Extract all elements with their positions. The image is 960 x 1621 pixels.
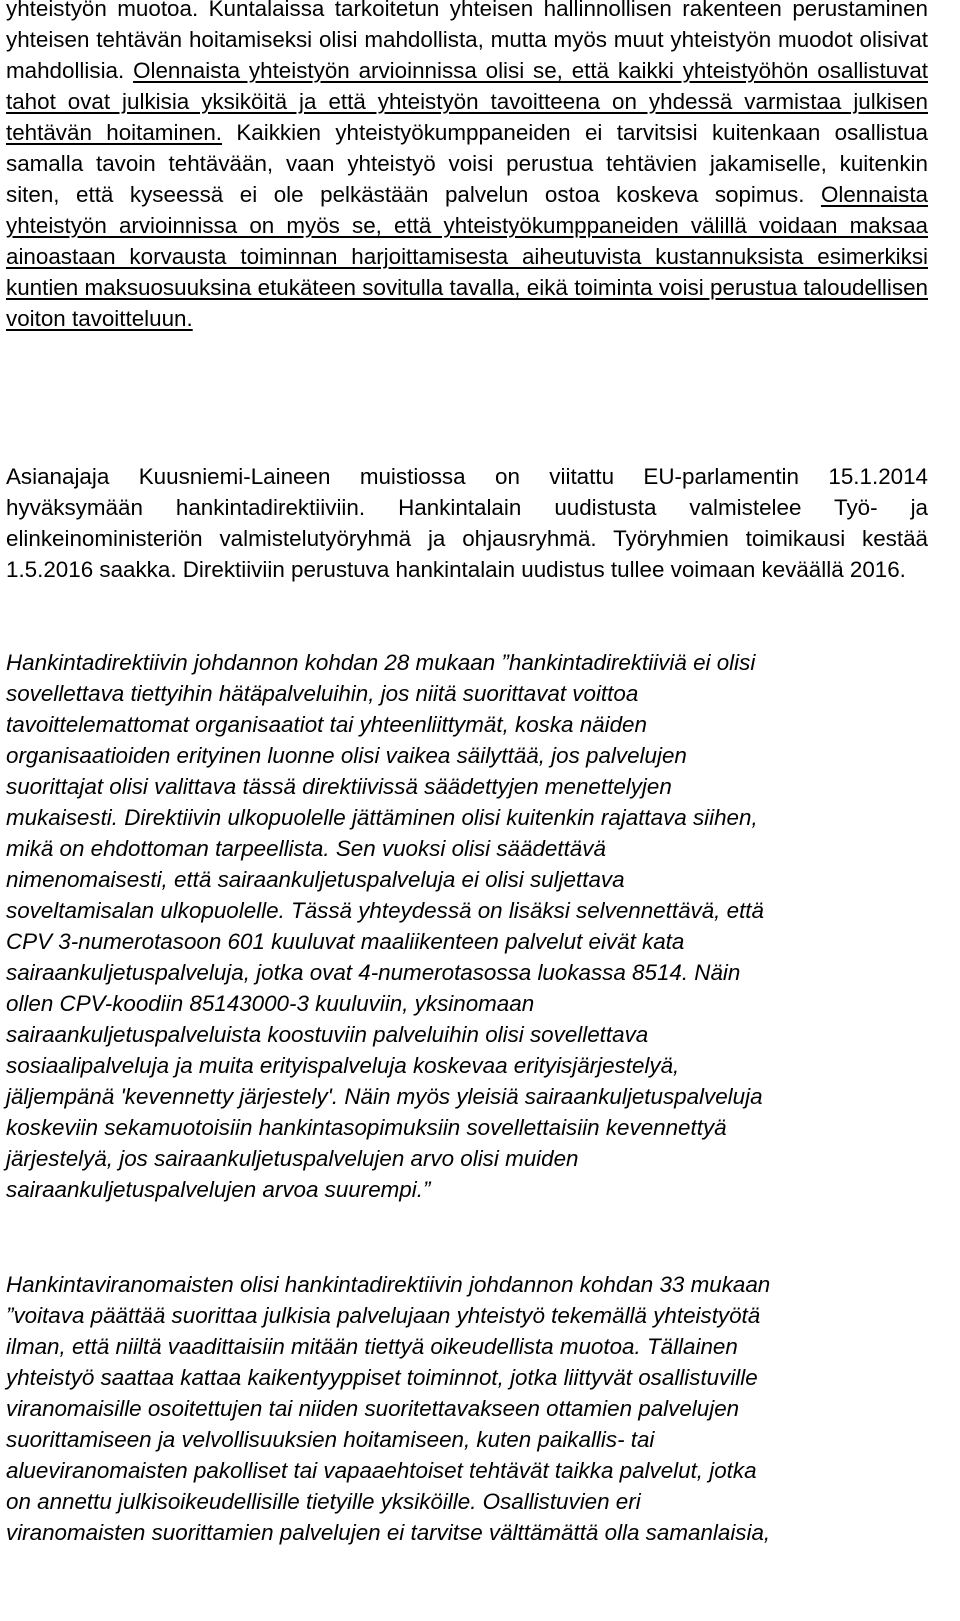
quote-line: mikä on ehdottoman tarpeellista. Sen vuoksi olisi säädettävä: [6, 836, 606, 861]
quote-line: koskeviin sekamuotoisiin hankintasopimuksiin sovellettaisiin kevennettyä: [6, 1115, 727, 1140]
quote-line: mukaisesti. Direktiivin ulkopuolelle jättäminen olisi kuitenkin rajattava siihen,: [6, 805, 758, 830]
quote-line: alueviranomaisten pakolliset tai vapaaehtoiset tehtävät taikka palvelut, jotka: [6, 1458, 757, 1483]
quote-line: jäljempänä 'kevennetty järjestely'. Näin myös yleisiä sairaankuljetuspalveluja: [6, 1084, 763, 1109]
quote-line: suorittajat olisi valittava tässä direktiivissä säädettyjen menettelyjen: [6, 774, 672, 799]
paragraph-procurement-reform: Asianajaja Kuusniemi-Laineen muistiossa on viitattu EU-parlamentin 15.1.2014 hyväksymään hankintadirektiiviin. Hankintalain uudistusta valmistelee Työ- ja elinkeinoministeriön valmistelutyöryhmä ja ohjausryhmä. Työryhmien toimikausi kestää 1.5.2016 saakka. Direktiiviin perustuva hankintalain uudistus tullee voimaan keväällä 2016.: [6, 464, 928, 582]
paragraph-cooperation: [6, 0, 928, 334]
quote-line: ”voitava päättää suorittaa julkisia palvelujaan yhteistyö tekemällä yhteistyötä: [6, 1303, 761, 1328]
quote-line: sairaankuljetuspalveluja, jotka ovat 4-numerotasossa luokassa 8514. Näin: [6, 960, 741, 985]
paragraph-directive-33-quote: [6, 1269, 928, 1548]
quote-line: yhteistyö saattaa kattaa kaikentyyppiset toiminnot, jotka liittyvät osallistuville: [6, 1365, 758, 1390]
quote-line: ollen CPV-koodiin 85143000-3 kuuluviin, yksinomaan: [6, 991, 535, 1016]
quote-line: sovellettava tiettyihin hätäpalveluihin, jos niitä suorittavat voittoa: [6, 681, 639, 706]
quote-line: sairaankuljetuspalvelujen arvoa suurempi.”: [6, 1177, 431, 1202]
paragraph-text: yhteistyön muotoa. Kuntalaissa tarkoitetun yhteisen hallinnollisen rakenteen perustaminen yhteisen tehtävän hoitamiseksi olisi mahdollista, mutta myös muut yhteistyön muodot olisivat mahdollisia.: [6, 0, 928, 83]
quote-line: ilman, että niiltä vaadittaisiin mitään tiettyä oikeudellista muotoa. Tällainen: [6, 1334, 738, 1359]
quote-line: soveltamisalan ulkopuolelle. Tässä yhteydessä on lisäksi selvennettävä, että: [6, 898, 764, 923]
quote-line: Hankintaviranomaisten olisi hankintadirektiivin johdannon kohdan 33 mukaan: [6, 1272, 771, 1297]
paragraph-directive-28-quote: [6, 647, 928, 1205]
quote-line: viranomaisten suorittamien palvelujen ei tarvitse välttämättä olla samanlaisia,: [6, 1520, 771, 1545]
quote-line: CPV 3-numerotasoon 601 kuuluvat maaliikenteen palvelut eivät kata: [6, 929, 685, 954]
quote-line: on annettu julkisoikeudellisille tietyille yksiköille. Osallistuvien eri: [6, 1489, 641, 1514]
quote-line: sairaankuljetuspalveluista koostuviin palveluihin olisi sovellettava: [6, 1022, 649, 1047]
quote-line: suorittamiseen ja velvollisuuksien hoitamiseen, kuten paikallis- tai: [6, 1427, 655, 1452]
quote-line: organisaatioiden erityinen luonne olisi vaikea säilyttää, jos palvelujen: [6, 743, 687, 768]
quote-line: sosiaalipalveluja ja muita erityispalveluja koskevaa erityisjärjestelyä,: [6, 1053, 680, 1078]
quote-line: nimenomaisesti, että sairaankuljetuspalveluja ei olisi suljettava: [6, 867, 625, 892]
underlined-struck-text: Olennaista yhteistyön arvioinnissa olisi se, että kaikki yhteistyöhön osallistuvat tahot ovat julkisia yksiköitä ja että yhteistyön tavoitteena on yhdessä varmistaa julkisen tehtävän hoitaminen.: [6, 58, 929, 145]
quote-line: viranomaisille osoitettujen tai niiden suoritettavakseen ottamien palvelujen: [6, 1396, 740, 1421]
paragraph-text: Kaikkien yhteistyökumppaneiden ei tarvitsisi kuitenkaan osallistua samalla tavoin tehtävään, vaan yhteistyö voisi perustua tehtävien jakamiselle, kuitenkin siten, että kyseessä ei ole pelkästään palvelun ostoa koskeva sopimus.: [6, 120, 928, 207]
quote-line: Hankintadirektiivin johdannon kohdan 28 mukaan ”hankintadirektiiviä ei olisi: [6, 650, 756, 675]
quote-line: tavoittelemattomat organisaatiot tai yhteenliittymät, koska näiden: [6, 712, 647, 737]
underlined-text: Olennaista yhteistyön arvioinnissa on myös se, että yhteistyökumppaneiden välillä voidaan maksaa ainoastaan korvausta toiminnan harjoittamisesta aiheutuvista kustannuksista esimerkiksi kuntien maksuosuuksina etukäteen sovitulla tavalla, eikä toiminta voisi perustua taloudellisen voiton tavoitteluun.: [6, 182, 928, 331]
quote-line: järjestelyä, jos sairaankuljetuspalvelujen arvo olisi muiden: [6, 1146, 579, 1171]
